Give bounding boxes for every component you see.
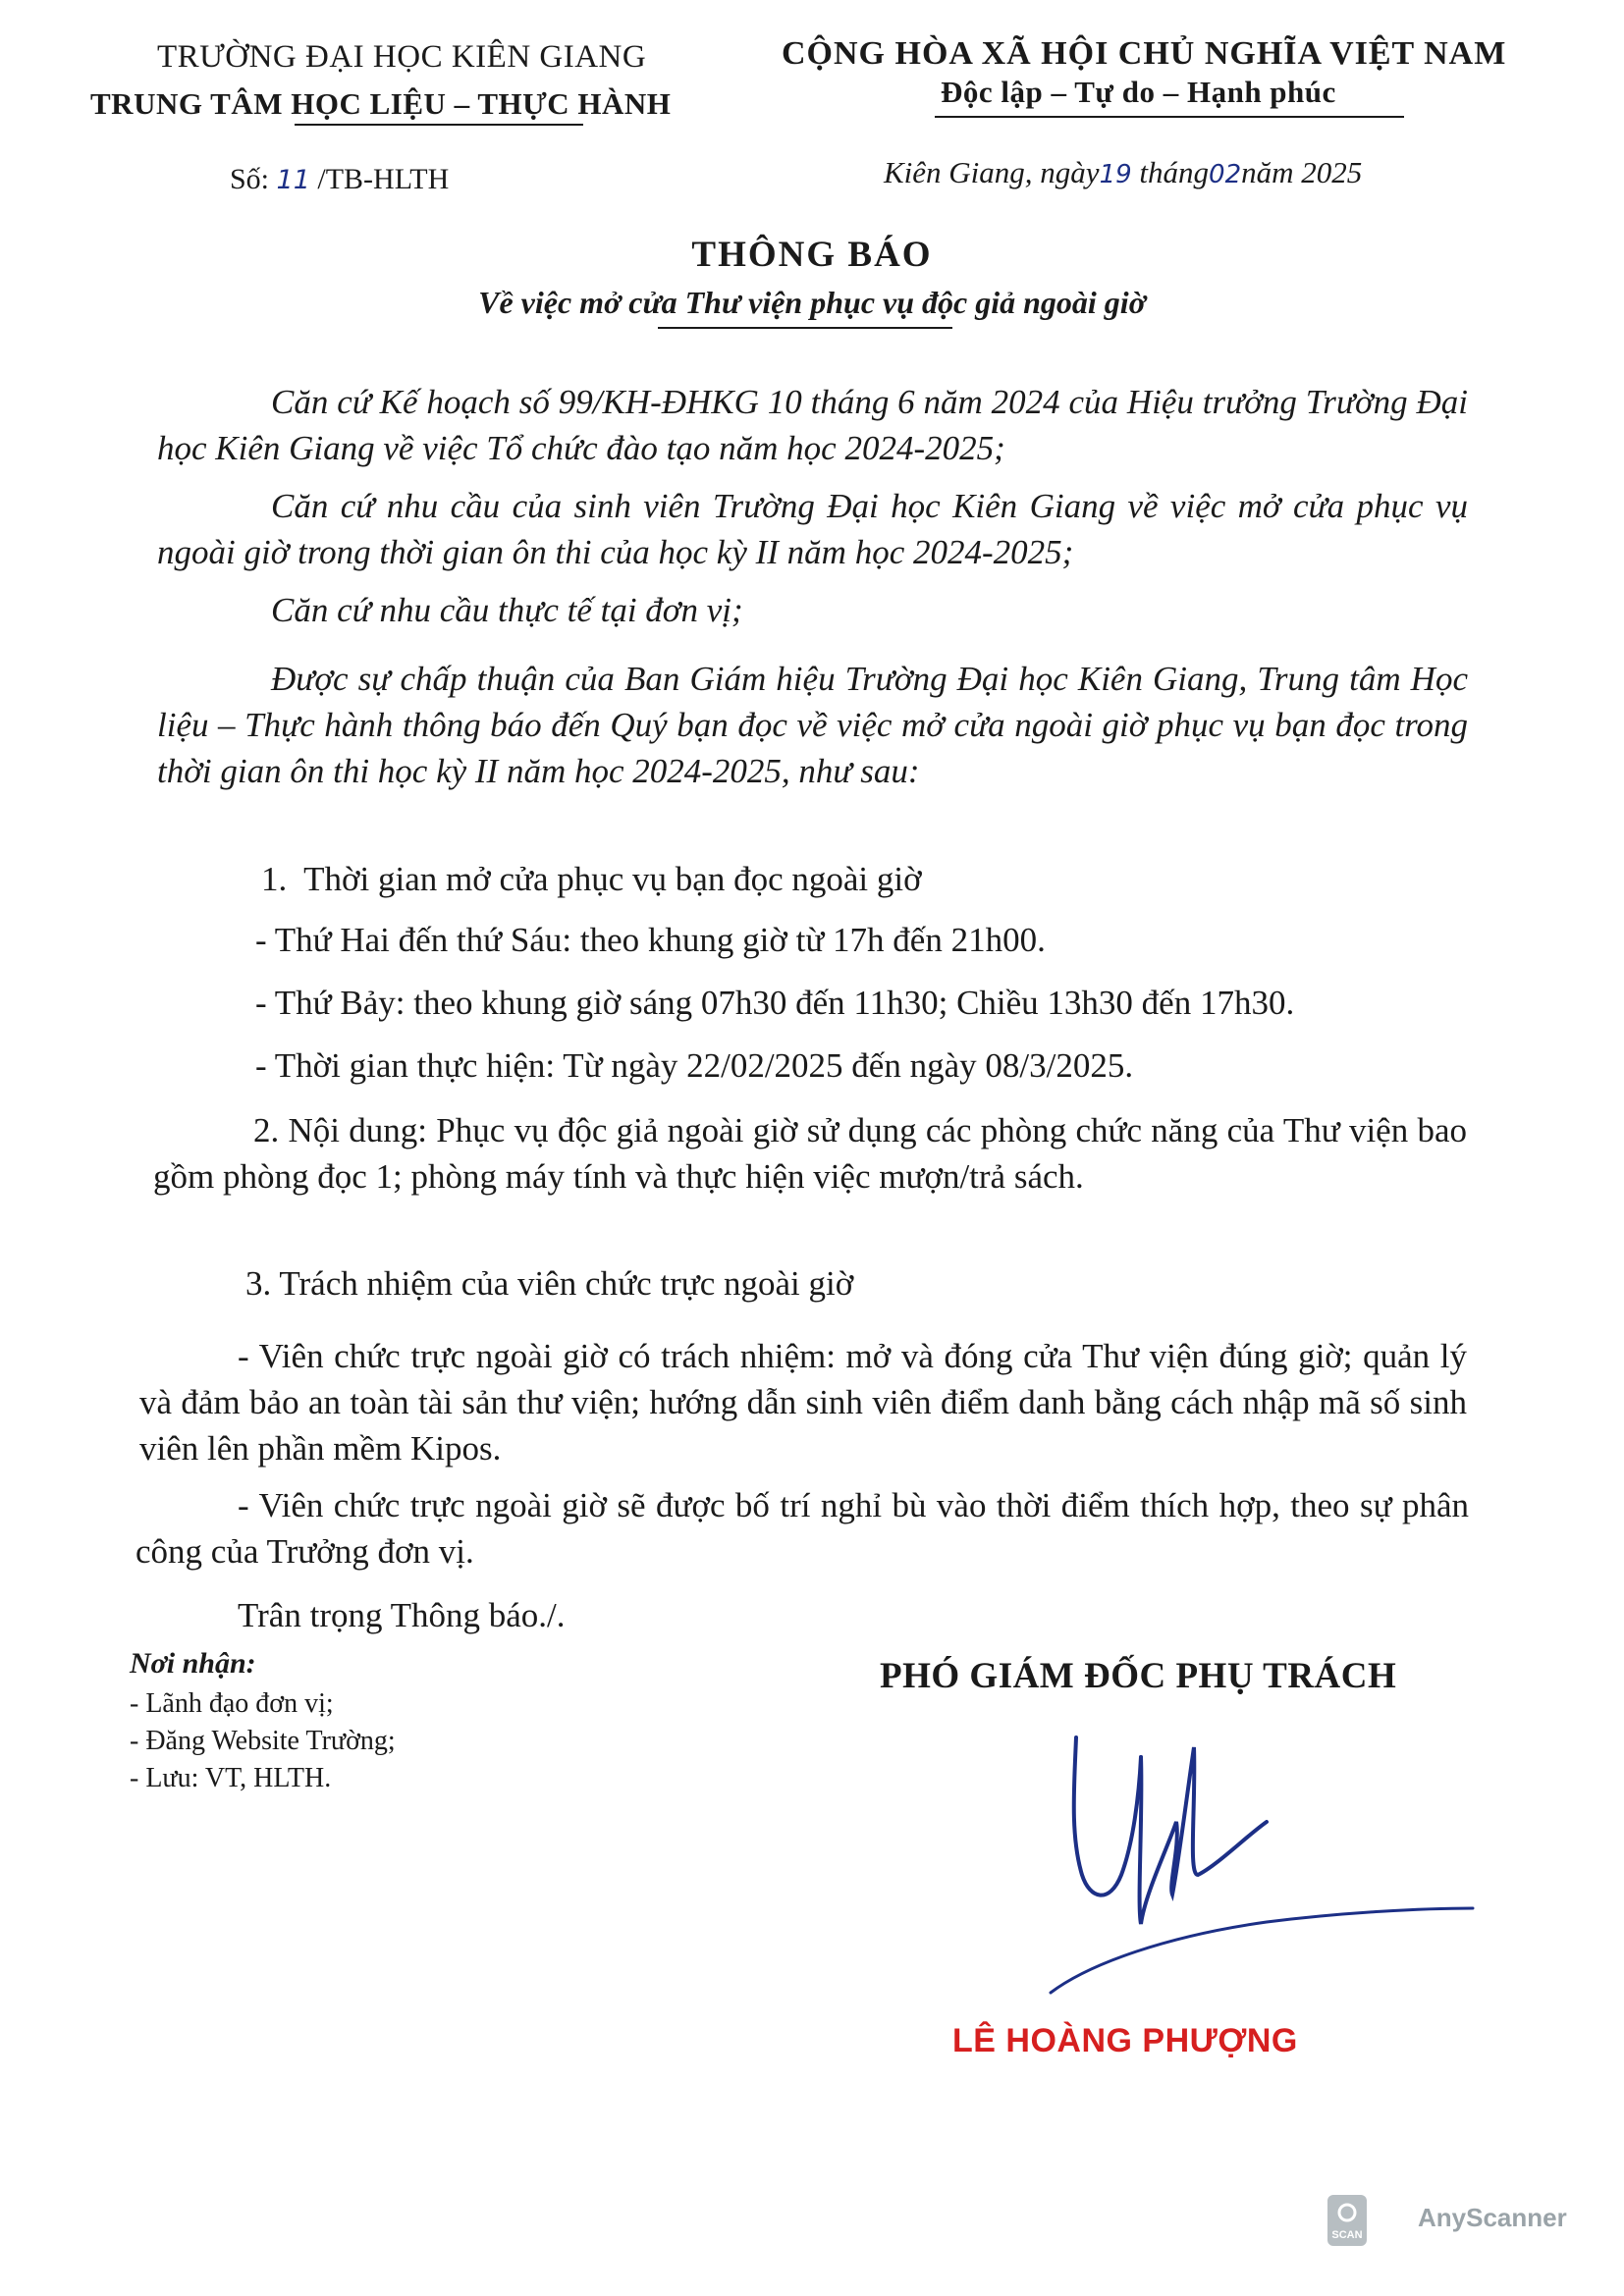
- basis-paragraph-4: Được sự chấp thuận của Ban Giám hiệu Trường Đại học Kiên Giang, Trung tâm Học liệu – Thực hành thông báo đến Quý bạn đọc về việc mở cửa ngoài giờ phục vụ bạn đọc trong thời gian ôn thi học kỳ II năm học 2024-2025, như sau:: [157, 660, 1468, 790]
- section-2-text: Nội dung: Phục vụ độc giả ngoài giờ sử dụng các phòng chức năng của Thư viện bao gồm phòng đọc 1; phòng máy tính và thực hiện việc mượn/trả sách.: [153, 1111, 1468, 1196]
- basis-paragraph-1: Căn cứ Kế hoạch số 99/KH-ĐHKG 10 tháng 6 năm 2024 của Hiệu trưởng Trường Đại học Kiên Giang về việc Tổ chức đào tạo năm học 2024-2025;: [157, 383, 1468, 467]
- issue-month-label: tháng: [1139, 155, 1210, 189]
- department-underline: [295, 124, 583, 126]
- document-number-prefix: Số:: [230, 163, 270, 195]
- recipient-item: - Đăng Website Trường;: [130, 1726, 396, 1756]
- issue-year: năm 2025: [1241, 155, 1363, 189]
- section-1-period: - Thời gian thực hiện: Từ ngày 22/02/2025 đến ngày 08/3/2025.: [255, 1046, 1134, 1085]
- scanner-watermark-label: AnyScanner: [1418, 2203, 1567, 2232]
- document-number-suffix: /TB-HLTH: [317, 163, 450, 195]
- national-title: CỘNG HÒA XÃ HỘI CHỦ NGHĨA VIỆT NAM: [782, 35, 1507, 72]
- signer-title: PHÓ GIÁM ĐỐC PHỤ TRÁCH: [880, 1656, 1397, 1696]
- issue-place: Kiên Giang, ngày: [884, 155, 1100, 189]
- section-1-saturday-hours: - Thứ Bảy: theo khung giờ sáng 07h30 đến 11h30; Chiều 13h30 đến 17h30.: [255, 984, 1295, 1022]
- issue-date: [884, 155, 1362, 190]
- organization-name: TRƯỜNG ĐẠI HỌC KIÊN GIANG: [157, 39, 647, 75]
- national-motto: Độc lập – Tự do – Hạnh phúc: [941, 75, 1336, 109]
- section-1-number: 1.: [261, 860, 288, 898]
- basis-paragraph-2: Căn cứ nhu cầu của sinh viên Trường Đại học Kiên Giang về việc mở cửa phục vụ ngoài giờ trong thời gian ôn thi của học kỳ II năm học 2024-2025;: [157, 487, 1468, 571]
- section-3-compensation: - Viên chức trực ngoài giờ sẽ được bố trí nghỉ bù vào thời điểm thích hợp, theo sự phân công của Trưởng đơn vị.: [135, 1486, 1469, 1571]
- section-2-content: [153, 1107, 1467, 1200]
- handwritten-signature: [1031, 1728, 1483, 2002]
- document-number: [230, 163, 449, 196]
- section-1-title: Thời gian mở cửa phục vụ bạn đọc ngoài giờ: [303, 860, 922, 898]
- document-subtitle: Về việc mở cửa Thư viện phục vụ độc giả ngoài giờ: [478, 285, 1146, 320]
- section-1-weekday-hours: - Thứ Hai đến thứ Sáu: theo khung giờ từ 17h đến 21h00.: [255, 921, 1046, 959]
- motto-underline: [935, 116, 1404, 118]
- department-name: TRUNG TÂM HỌC LIỆU – THỰC HÀNH: [90, 86, 672, 121]
- section-3-title: Trách nhiệm của viên chức trực ngoài giờ: [279, 1264, 854, 1303]
- signer-name: LÊ HOÀNG PHƯỢNG: [952, 2022, 1298, 2059]
- basis-paragraph-3: Căn cứ nhu cầu thực tế tại đơn vị;: [271, 591, 743, 629]
- document-number-value: 11: [276, 165, 310, 195]
- section-3-heading: [245, 1260, 1424, 1307]
- issue-day: 19: [1099, 160, 1132, 189]
- section-2-number: 2.: [253, 1111, 280, 1149]
- document-title: THÔNG BÁO: [691, 235, 933, 275]
- section-1-heading: [261, 856, 1439, 902]
- scanner-logo-icon: [1327, 2195, 1367, 2246]
- recipient-item: - Lãnh đạo đơn vị;: [130, 1688, 334, 1719]
- recipient-item: - Lưu: VT, HLTH.: [130, 1763, 332, 1793]
- recipients-title: Nơi nhận:: [130, 1647, 256, 1680]
- section-3-duties: - Viên chức trực ngoài giờ có trách nhiệm: mở và đóng cửa Thư viện đúng giờ; quản lý và đảm bảo an toàn tài sản thư viện; hướng dẫn sinh viên điểm danh bằng cách nhập mã số sinh viên lên phần mềm Kipos.: [139, 1337, 1467, 1468]
- issue-month: 02: [1209, 160, 1242, 189]
- section-3-number: 3.: [245, 1264, 272, 1303]
- subtitle-underline: [658, 327, 952, 329]
- scanner-badge-text: SCAN: [1331, 2229, 1363, 2241]
- closing-line: Trân trọng Thông báo./.: [238, 1596, 566, 1634]
